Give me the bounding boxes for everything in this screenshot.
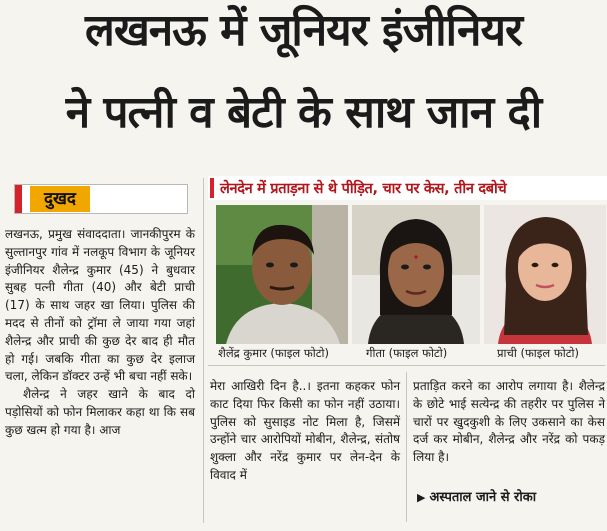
headline-line-1: लखनऊ में जूनियर इंजीनियर	[84, 5, 522, 56]
category-tag-label: दुखद	[30, 186, 90, 212]
photo-caption: प्राची (फाइल फोटो)	[497, 346, 579, 360]
photo-geeta	[352, 205, 480, 344]
portrait-girl-image	[484, 205, 606, 344]
photo-caption: गीता (फाइल फोटो)	[366, 346, 448, 360]
column-divider	[203, 178, 204, 523]
photo-strip-title: लेनदेन में प्रताड़ना से थे पीड़ित, चार पर केस, तीन दबोचे	[220, 181, 507, 197]
photo-strip-header	[208, 176, 607, 200]
photo-strip-accent-bar	[210, 178, 214, 198]
category-tag	[14, 184, 188, 214]
portrait-man-image	[216, 205, 348, 344]
strip-bottom-divider	[208, 365, 605, 366]
subheading-text: अस्पताल जाने से रोका	[429, 490, 537, 505]
article-paragraph-1: लखनऊ, प्रमुख संवाददाता। जानकीपुरम के सुल्तानपुर गांव में नलकूप विभाग के जूनियर इंजीनियर शैलेन्द्र कुमार (45) ने बुधवार सुबह पत्नी गीता (40) और बेटी प्राची (17) के साथ जहर खा लिया। पुलिस की मदद से तीनों को ट्रॉमा ले जाया गया जहां शैलेन्द्र और प्राची की कुछ देर बाद ही मौत हो गई। जबकि गीता का कुछ देर इलाज चला, लेकिन डॉक्टर उन्हें भी बचा नहीं सके।	[5, 227, 195, 384]
portrait-woman-image	[352, 205, 480, 344]
subheading	[417, 487, 536, 505]
article-column-3	[413, 378, 605, 467]
tag-accent-bar	[15, 185, 22, 213]
article-column-2	[210, 378, 400, 485]
article-paragraph-4: प्रताड़ित करने का आरोप लगाया है। शैलेन्द्र के छोटे भाई सत्येन्द्र की तहरीर पर पुलिस ने चारों पर खुदकुशी के लिए उकसाने का केस दर्ज कर मोबीन, शैलेन्द्र और नरेंद्र को पकड़ लिया है।	[413, 379, 605, 465]
article-paragraph-3: मेरा आखिरी दिन है..। इतना कहकर फोन काट दिया फिर किसी का फोन नहीं उठाया। पुलिस को सुसाइड नोट मिला है, जिसमें उन्होंने चार आरोपियों मोबीन, शैलेन्द्र, संतोष शुक्ला और नरेंद्र कुमार पर लेन-देन के विवाद में	[210, 379, 400, 482]
photo-prachi	[484, 205, 606, 344]
headline-line-2: ने पत्नी व बेटी के साथ जान दी	[65, 87, 542, 138]
triangle-bullet-icon: ▶	[417, 491, 426, 504]
photo-shailendra	[216, 205, 348, 344]
article-paragraph-2: शैलेन्द्र ने जहर खाने के बाद दो पड़ोसियों को फोन मिलाकर कहा था कि सब कुछ खत्म हो गया है। आज	[5, 387, 195, 437]
column-divider	[406, 372, 407, 522]
article-column-1	[5, 226, 195, 440]
photo-caption: शैलेंद्र कुमार (फाइल फोटो)	[218, 346, 329, 360]
